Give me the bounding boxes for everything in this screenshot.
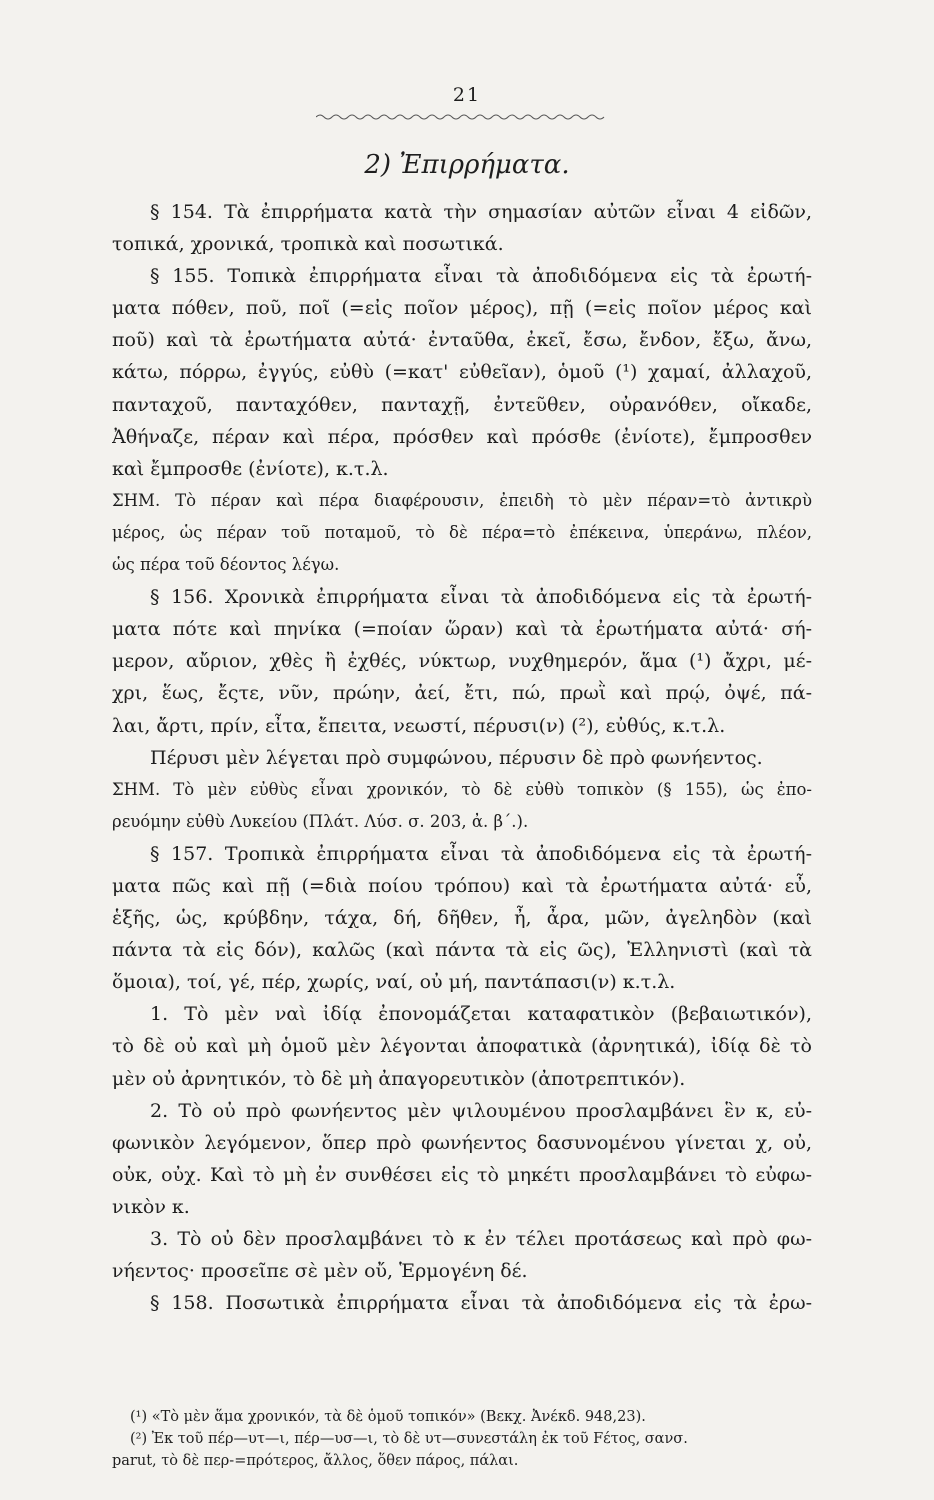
text-line: Πέρυσι μὲν λέγεται πρὸ συμφώνου, πέρυσιν δὲ πρὸ φωνήεντος. [150,746,763,769]
text-line: πανταχοῦ, πανταχόθεν, πανταχῇ, ἐντεῦθεν, οὐρανόθεν, οἴκαδε, [112,393,812,416]
text-line: μερον, αὔριον, χθὲς ἢ ἐχθές, νύκτωρ, νυχθημερόν, ἅμα (¹) ἄχρι, μέ- [112,650,812,673]
text-line: χρι, ἕως, ἔςτε, νῦν, πρώην, ἀεί, ἔτι, πώ, πρωῒ καὶ πρῴ, ὀψέ, πά- [112,682,812,705]
text-line: 2. Τὸ οὐ πρὸ φωνήεντος μὲν ψιλουμένου προσλαμβάνει ἓν κ, εὐ- [150,1099,812,1122]
footnotes [112,1406,812,1472]
text-line: § 154. Τὰ ἐπιρρήματα κατὰ τὴν σημασίαν αὐτῶν εἶναι 4 εἰδῶν, [150,201,812,223]
text-line: ἑξῆς, ὡς, κρύβδην, τάχα, δή, δῆθεν, ἦ, ἆρα, μῶν, ἀγεληδὸν (καὶ [112,907,812,930]
text-line: ματα πόθεν, ποῦ, ποῖ (=εἰς ποῖον μέρος), πῇ (=εἰς ποῖον μέρος καὶ [112,297,812,320]
text-line: § 157. Τροπικὰ ἐπιρρήματα εἶναι τὰ ἀποδιδόμενα εἰς τὰ ἐρωτή- [150,842,812,865]
text-line: § 156. Χρονικὰ ἐπιρρήματα εἶναι τὰ ἀποδιδόμενα εἰς τὰ ἐρωτή- [150,586,812,609]
text-line: καὶ ἔμπροσθε (ἐνίοτε), κ.τ.λ. [112,457,389,480]
text-line: ματα πότε καὶ πηνίκα (=ποίαν ὥραν) καὶ τὰ ἐρωτήματα αὐτά· σή- [112,618,812,641]
text-line: τοπικά, χρονικά, τροπικὰ καὶ ποσωτικά. [112,233,504,256]
text-line: ματα πῶς καὶ πῇ (=διὰ ποίου τρόπου) καὶ τὰ ἐρωτήματα αὐτά· εὖ, [112,874,812,897]
ornamental-rule [316,112,606,122]
footnote-line: parut, τὸ δὲ περ-=πρότερος, ἄλλος, ὅθεν πάρος, πάλαι. [112,1453,519,1469]
text-line: 1. Τὸ μὲν ναὶ ἰδίᾳ ἐπονομάζεται καταφατικὸν (βεβαιωτικόν), [150,1003,812,1026]
text-line: κάτω, πόρρω, ἐγγύς, εὐθὺ (=κατ' εὐθεῖαν), ὁμοῦ (¹) χαμαί, ἀλλαχοῦ, [112,361,812,384]
text-line: πάντα τὰ εἰς δόν), καλῶς (καὶ πάντα τὰ εἰς ῶς), Ἑλληνιστὶ (καὶ τὰ [112,939,812,962]
text-line: νήεντος· προσεῖπε σὲ μὲν οὔ, Ἑρμογένη δέ. [112,1260,528,1283]
text-line: 3. Τὸ οὐ δὲν προσλαμβάνει τὸ κ ἐν τέλει προτάσεως καὶ πρὸ φω- [150,1228,812,1250]
text-line: φωνικὸν λεγόμενον, ὅπερ πρὸ φωνήεντος δασυνομένου γίνεται χ, οὐ, [112,1131,812,1154]
footnote-line: (¹) «Τὸ μὲν ἅμα χρονικόν, τὰ δὲ ὁμοῦ τοπικόν» (Βεκχ. Ἀνέκδ. 948,23). [130,1409,646,1425]
text-line: ποῦ) καὶ τὰ ἐρωτήματα αὐτά· ἐνταῦθα, ἐκεῖ, ἔσω, ἔνδον, ἔξω, ἄνω, [112,329,812,352]
text-line: λαι, ἄρτι, πρίν, εἶτα, ἔπειτα, νεωστί, πέρυσι(ν) (²), εὐθύς, κ.τ.λ. [112,714,726,737]
text-line: § 155. Τοπικὰ ἐπιρρήματα εἶναι τὰ ἀποδιδόμενα εἰς τὰ ἐρωτή- [150,265,812,288]
page-number: 21 [452,84,482,106]
text-line: Ἀθήναζε, πέραν καὶ πέρα, πρόσθεν καὶ πρόσθε (ἐνίοτε), ἔμπροσθεν [112,425,812,448]
text-line: ΣΗΜ. Τὸ μὲν εὐθὺς εἶναι χρονικόν, τὸ δὲ εὐθὺ τοπικὸν (§ 155), ὡς ἐπο- [112,779,812,799]
text-line: τὸ δὲ οὐ καὶ μὴ ὁμοῦ μὲν λέγονται ἀποφατικὰ (ἀρνητικά), ἰδίᾳ δὲ τὸ [112,1035,812,1058]
text-line: μέρος, ὡς πέραν τοῦ ποταμοῦ, τὸ δὲ πέρα=τὸ ἐπέκεινα, ὑπεράνω, πλέον, [112,522,812,542]
text-line: § 158. Ποσωτικὰ ἐπιρρήματα εἶναι τὰ ἀποδιδόμενα εἰς τὰ ἐρω- [150,1292,812,1315]
text-line: ὅμοια), τοί, γέ, πέρ, χωρίς, ναί, οὐ μή, παντάπασι(ν) κ.τ.λ. [112,971,676,994]
text-line: νικὸν κ. [112,1195,190,1218]
text-line: ρευόμην εὐθὺ Λυκείου (Πλάτ. Λύσ. σ. 203, ἀ. β΄.). [112,811,529,831]
body-text [112,196,812,1319]
text-line: μὲν οὐ ἀρνητικόν, τὸ δὲ μὴ ἀπαγορευτικὸν (ἀποτρεπτικόν). [112,1067,686,1090]
text-line: ὡς πέρα τοῦ δέοντος λέγω. [112,555,340,575]
section-heading: 2) Ἐπιρρήματα. [364,150,570,180]
footnote-line: (²) Ἐκ τοῦ πέρ—υτ—ι, πέρ—υσ—ι, τὸ δὲ υτ—συνεστάλη ἐκ τοῦ Fέτος, σανσ. [130,1431,688,1447]
text-line: ΣΗΜ. Τὸ πέραν καὶ πέρα διαφέρουσιν, ἐπειδὴ τὸ μὲν πέραν=τὸ ἀντικρὺ [112,490,812,510]
text-line: οὐκ, οὐχ. Καὶ τὸ μὴ ἐν συνθέσει εἰς τὸ μηκέτι προσλαμβάνει τὸ εὐφω- [112,1163,812,1186]
